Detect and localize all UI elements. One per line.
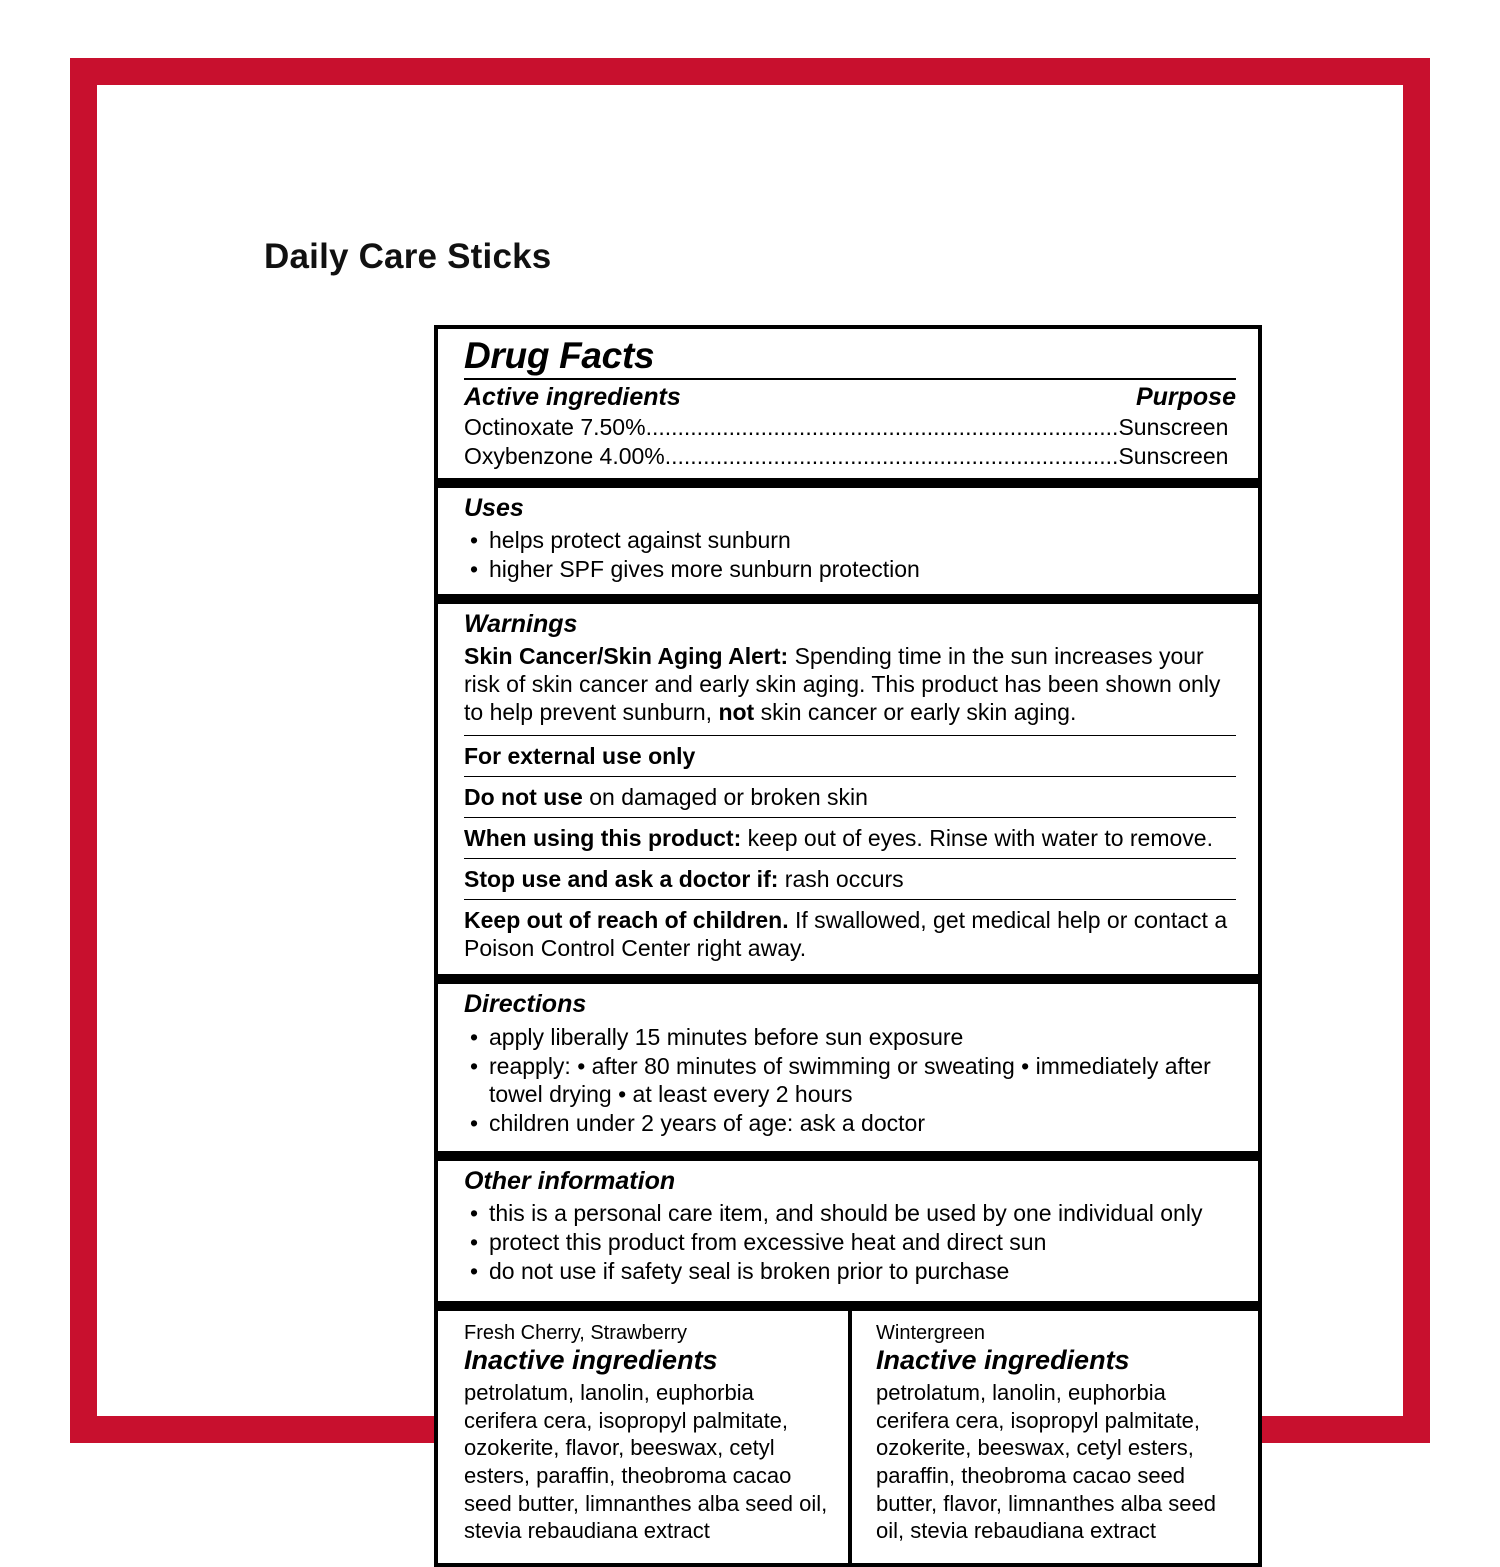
other-information-section: [438, 1161, 1258, 1301]
inactive-ingredients-body: petrolatum, lanolin, euphorbia cerifera cera, isopropyl palmitate, ozokerite, flavor, beeswax, cetyl esters, paraffin, theobroma cacao seed butter, limnanthes alba seed oil, stevia rebaudiana extract: [464, 1379, 828, 1544]
section-divider: [438, 478, 1258, 488]
alert-text-2: skin cancer or early skin aging.: [754, 698, 1077, 725]
inactive-ingredients-section: [438, 1311, 1258, 1563]
alert-label: Skin Cancer/Skin Aging Alert:: [464, 642, 789, 669]
directions-list: [464, 1023, 1236, 1138]
list-item: • this is a personal care item, and should be used by one individual only: [464, 1199, 1236, 1227]
do-not-use-label: Do not use: [464, 784, 583, 811]
inactive-ingredients-body: petrolatum, lanolin, euphorbia cerifera cera, isopropyl palmitate, ozokerite, beeswax, cetyl esters, paraffin, theobroma cacao seed butter, flavor, limnanthes alba seed oil, stevia rebaudiana extract: [876, 1379, 1216, 1544]
active-ingredient-name: Octinoxate 7.50%: [464, 413, 646, 440]
do-not-use-text: on damaged or broken skin: [582, 784, 868, 811]
when-using-text: keep out of eyes. Rinse with water to remove.: [741, 825, 1213, 852]
section-divider: [438, 974, 1258, 984]
directions-section: [438, 984, 1258, 1150]
list-item: • higher SPF gives more sunburn protection: [464, 555, 1236, 583]
alert-not: not: [718, 698, 755, 725]
warnings-section: [438, 604, 1258, 975]
inactive-ingredients-column-right: [848, 1311, 1258, 1563]
uses-section: [438, 488, 1258, 594]
section-divider: [438, 594, 1258, 604]
active-ingredient-purpose: Sunscreen: [1118, 413, 1229, 440]
keep-out-of-reach-row: [464, 900, 1236, 962]
external-use-row: [464, 736, 1236, 776]
when-using-label: When using this product:: [464, 825, 742, 852]
active-ingredients-heading: Active ingredients: [464, 382, 681, 411]
skin-cancer-alert: [464, 642, 1236, 726]
flavor-label: Wintergreen: [876, 1321, 985, 1344]
drug-facts-title: Drug Facts: [464, 335, 655, 376]
active-ingredients-header: [438, 380, 1258, 413]
external-use-label: For external use only: [464, 742, 696, 769]
purpose-heading: Purpose: [1135, 382, 1236, 411]
keep-out-text: If swallowed, get medical help or contact a Poison Control Center right away.: [464, 907, 1228, 962]
stop-use-label: Stop use and ask a doctor if:: [464, 866, 779, 893]
leader-dots: .......................................................................: [664, 442, 1119, 469]
do-not-use-row: [464, 777, 1236, 817]
list-item: • helps protect against sunburn: [464, 526, 1236, 554]
drug-facts-panel: [434, 325, 1262, 1567]
inactive-ingredients-heading: Inactive ingredients: [464, 1344, 718, 1375]
keep-out-label: Keep out of reach of children.: [464, 907, 789, 934]
uses-list: [464, 526, 1236, 584]
flavor-label: Fresh Cherry, Strawberry: [464, 1321, 688, 1344]
leader-dots: ..........................................................................: [645, 413, 1119, 440]
page-title: Daily Care Sticks: [264, 237, 552, 276]
list-item: • apply liberally 15 minutes before sun exposure: [464, 1023, 1236, 1051]
alert-text-1: Spending time in the sun increases your risk of skin cancer and early skin aging. This product has been shown only to help prevent sunburn,: [464, 642, 1221, 725]
list-item: • children under 2 years of age: ask a doctor: [464, 1109, 1236, 1137]
inactive-ingredients-heading: Inactive ingredients: [876, 1344, 1130, 1375]
active-ingredient-name: Oxybenzone 4.00%: [464, 442, 665, 469]
active-ingredient-row: [438, 413, 1258, 442]
active-ingredients-section: [438, 380, 1258, 478]
inactive-ingredients-column-left: [438, 1311, 848, 1563]
section-divider: [438, 1301, 1258, 1311]
red-border-frame: [70, 58, 1430, 1544]
other-information-list: [464, 1199, 1236, 1286]
when-using-row: [464, 818, 1236, 858]
section-divider: [438, 1151, 1258, 1161]
list-item: • reapply: • after 80 minutes of swimming or sweating • immediately after towel drying • at least every 2 hours: [464, 1052, 1236, 1109]
active-ingredient-row: [438, 442, 1258, 478]
warnings-heading: Warnings: [464, 609, 578, 638]
other-information-heading: Other information: [464, 1166, 676, 1195]
stop-use-row: [464, 859, 1236, 899]
list-item: • do not use if safety seal is broken prior to purchase: [464, 1257, 1236, 1285]
stop-use-text: rash occurs: [778, 866, 904, 893]
directions-heading: Directions: [464, 990, 587, 1019]
active-ingredient-purpose: Sunscreen: [1118, 442, 1229, 469]
uses-heading: Uses: [464, 493, 524, 522]
list-item: • protect this product from excessive heat and direct sun: [464, 1228, 1236, 1256]
